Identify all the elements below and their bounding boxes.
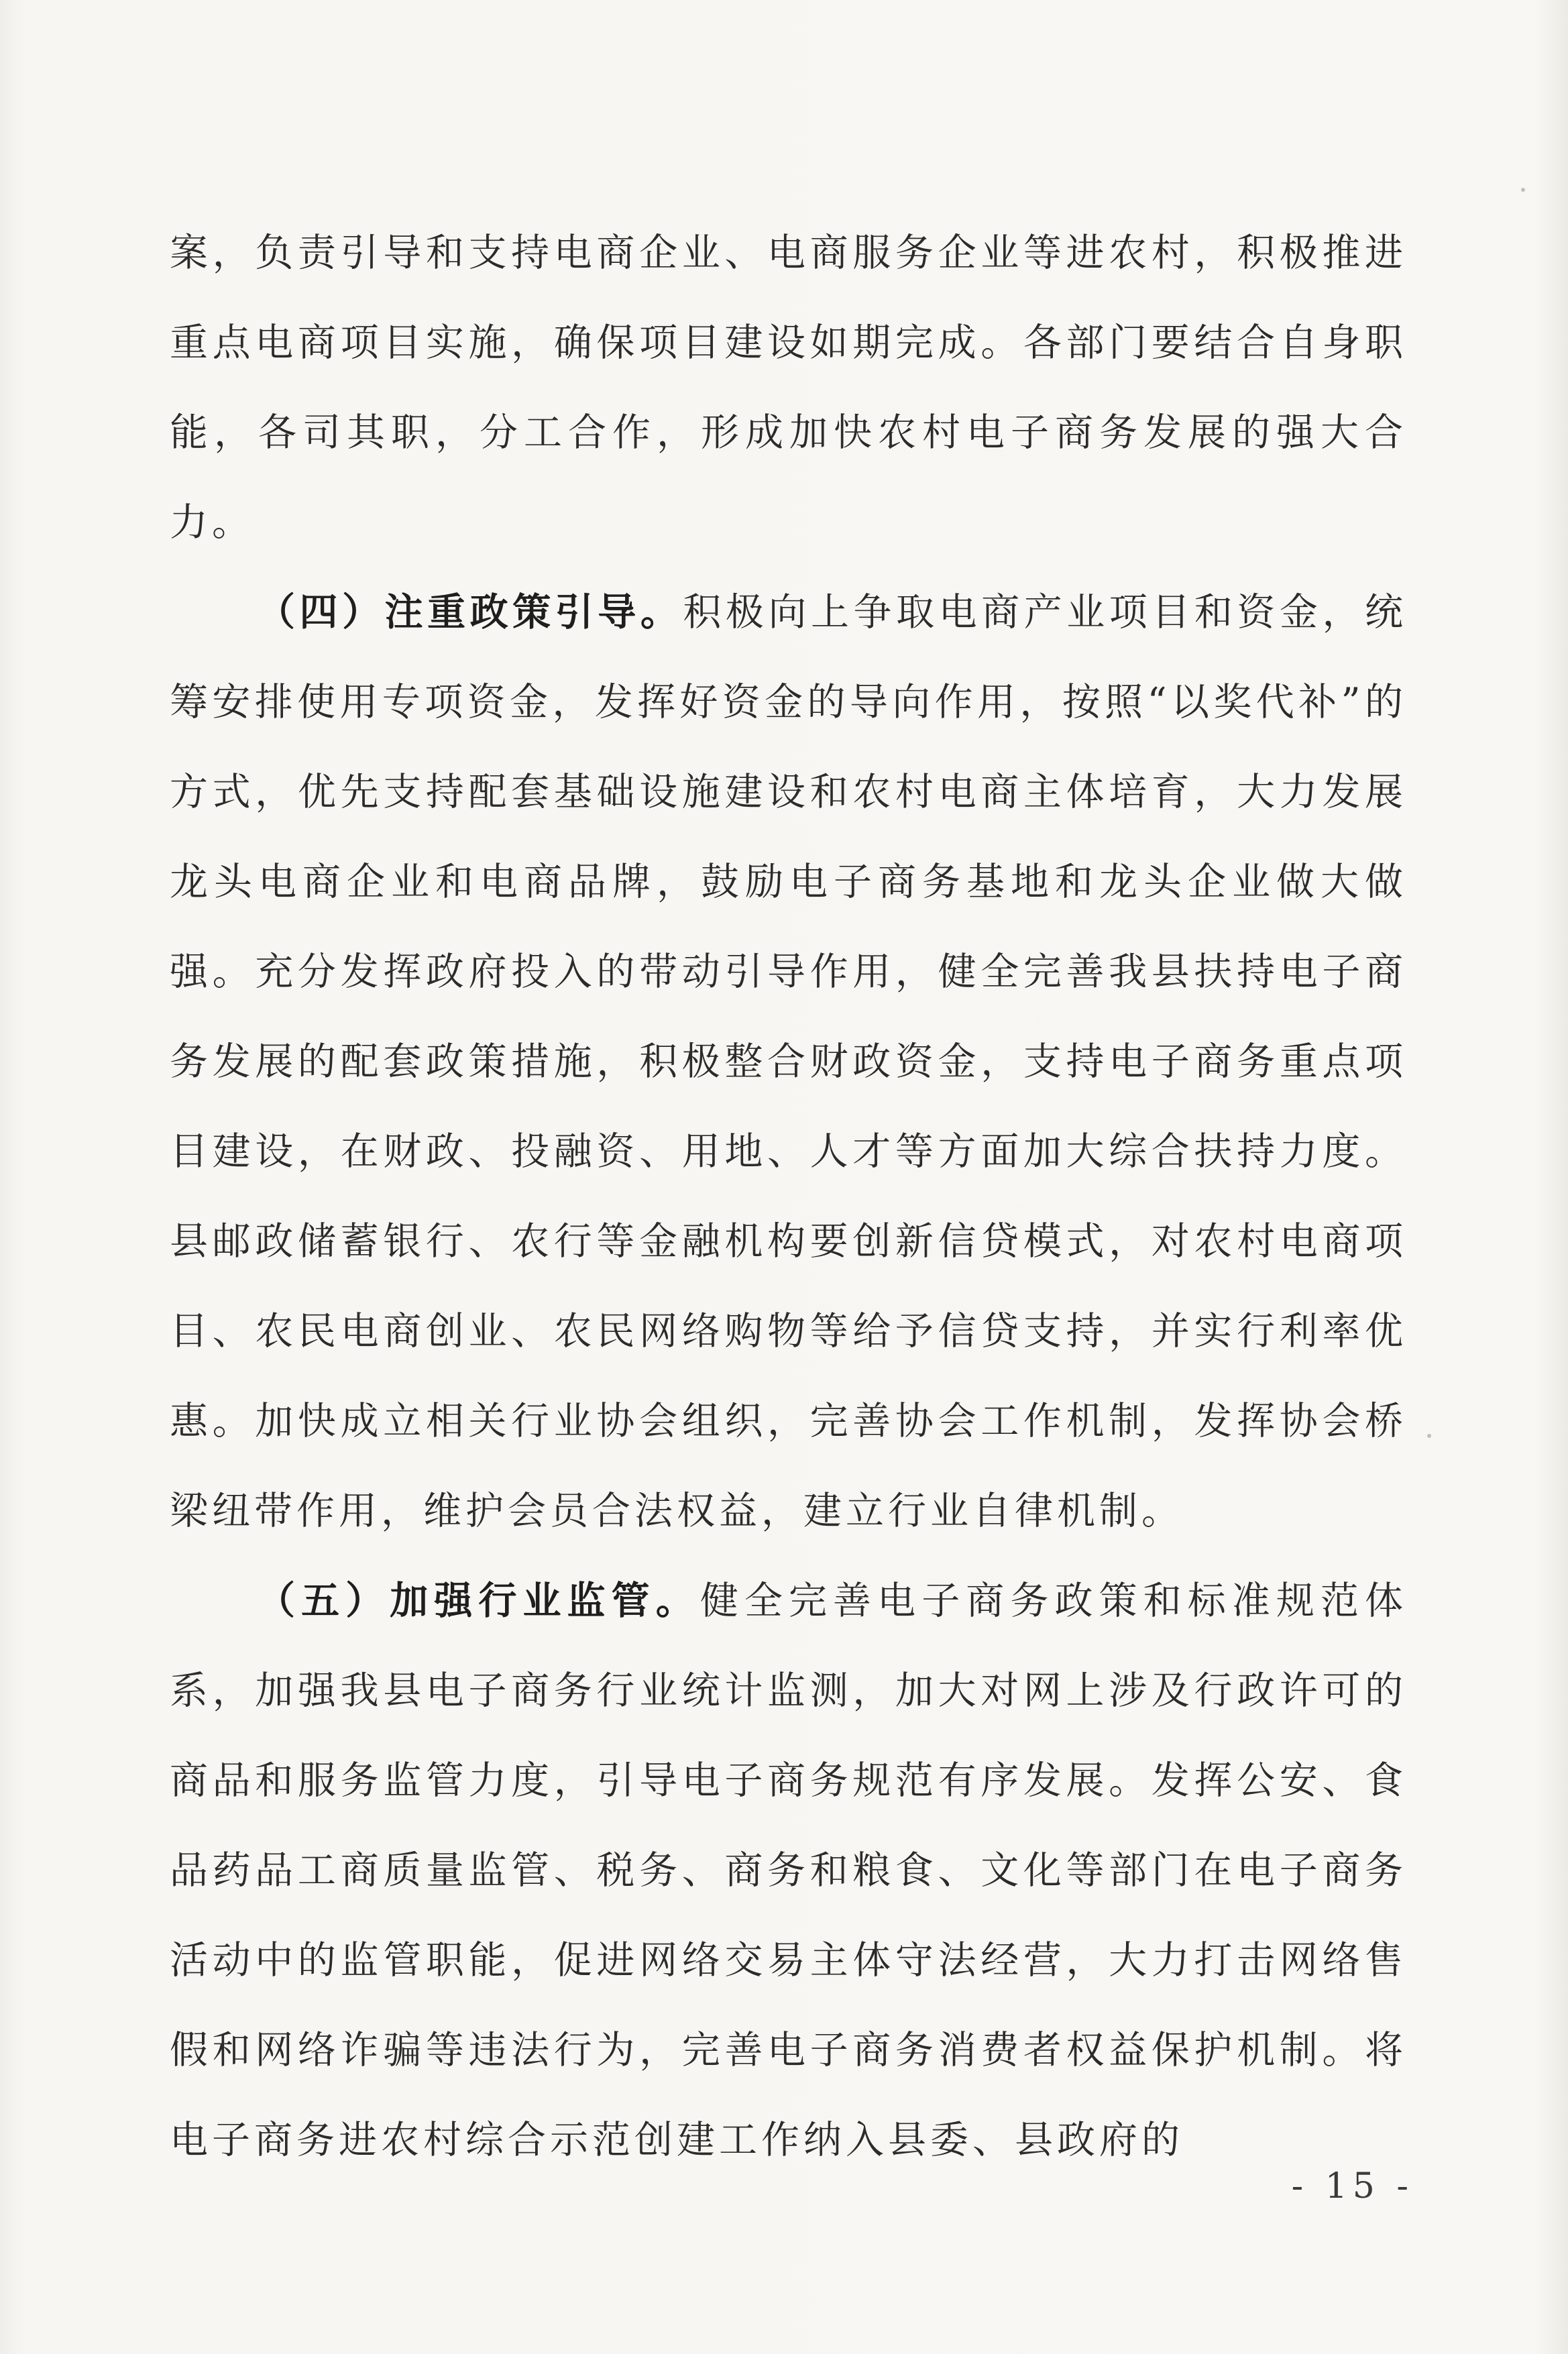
paragraph-text: 健全完善电子商务政策和标准规范体系，加强我县电子商务行业统计监测，加大对网上涉及行政许可的商品和服务监管力度，引导电子商务规范有序发展。发挥公安、食品药品工商质量监管、税务、商务和粮食、文化等部门在电子商务活动中的监管职能，促进网络交易主体守法经营，大力打击网络售假和网络诈骗等违法行为，完善电子商务消费者权益保护机制。将电子商务进农村综合示范创建工作纳入县委、县政府的 bbox=[170, 1579, 1408, 2162]
paragraph-text: 案，负责引导和支持电商企业、电商服务企业等进农村，积极推进重点电商项目实施，确保项目建设如期完成。各部门要结合自身职能，各司其职，分工合作，形成加快农村电子商务发展的强大合力。 bbox=[170, 231, 1407, 545]
page-number: - 15 - bbox=[1291, 2166, 1414, 2206]
scan-speck bbox=[1427, 1434, 1431, 1438]
paragraph-text: 积极向上争取电商产业项目和资金，统筹安排使用专项资金，发挥好资金的导向作用，按照“以奖代补”的方式，优先支持配套基础设施建设和农村电商主体培育，大力发展龙头电商企业和电商品牌，鼓励电子商务基地和龙头企业做大做强。充分发挥政府投入的带动引导作用，健全完善我县扶持电子商务发展的配套政策措施，积极整合财政资金，支持电子商务重点项目建设，在财政、投融资、用地、人才等方面加大综合扶持力度。县邮政储蓄银行、农行等金融机构要创新信贷模式，对农村电商项目、农民电商创业、农民网络购物等给予信贷支持，并实行利率优惠。加快成立相关行业协会组织，完善协会工作机制，发挥协会桥梁纽带作用，维护会员合法权益，建立行业自律机制。 bbox=[170, 590, 1408, 1533]
scan-speck bbox=[1521, 188, 1525, 192]
body-text bbox=[170, 208, 1407, 2185]
paragraph-industry-supervision bbox=[170, 1556, 1407, 2185]
section-heading-5: （五）加强行业监管。 bbox=[257, 1578, 700, 1623]
section-heading-4: （四）注重政策引导。 bbox=[257, 590, 683, 634]
paragraph-continuation bbox=[170, 208, 1407, 567]
paragraph-policy-guidance bbox=[170, 567, 1407, 1556]
